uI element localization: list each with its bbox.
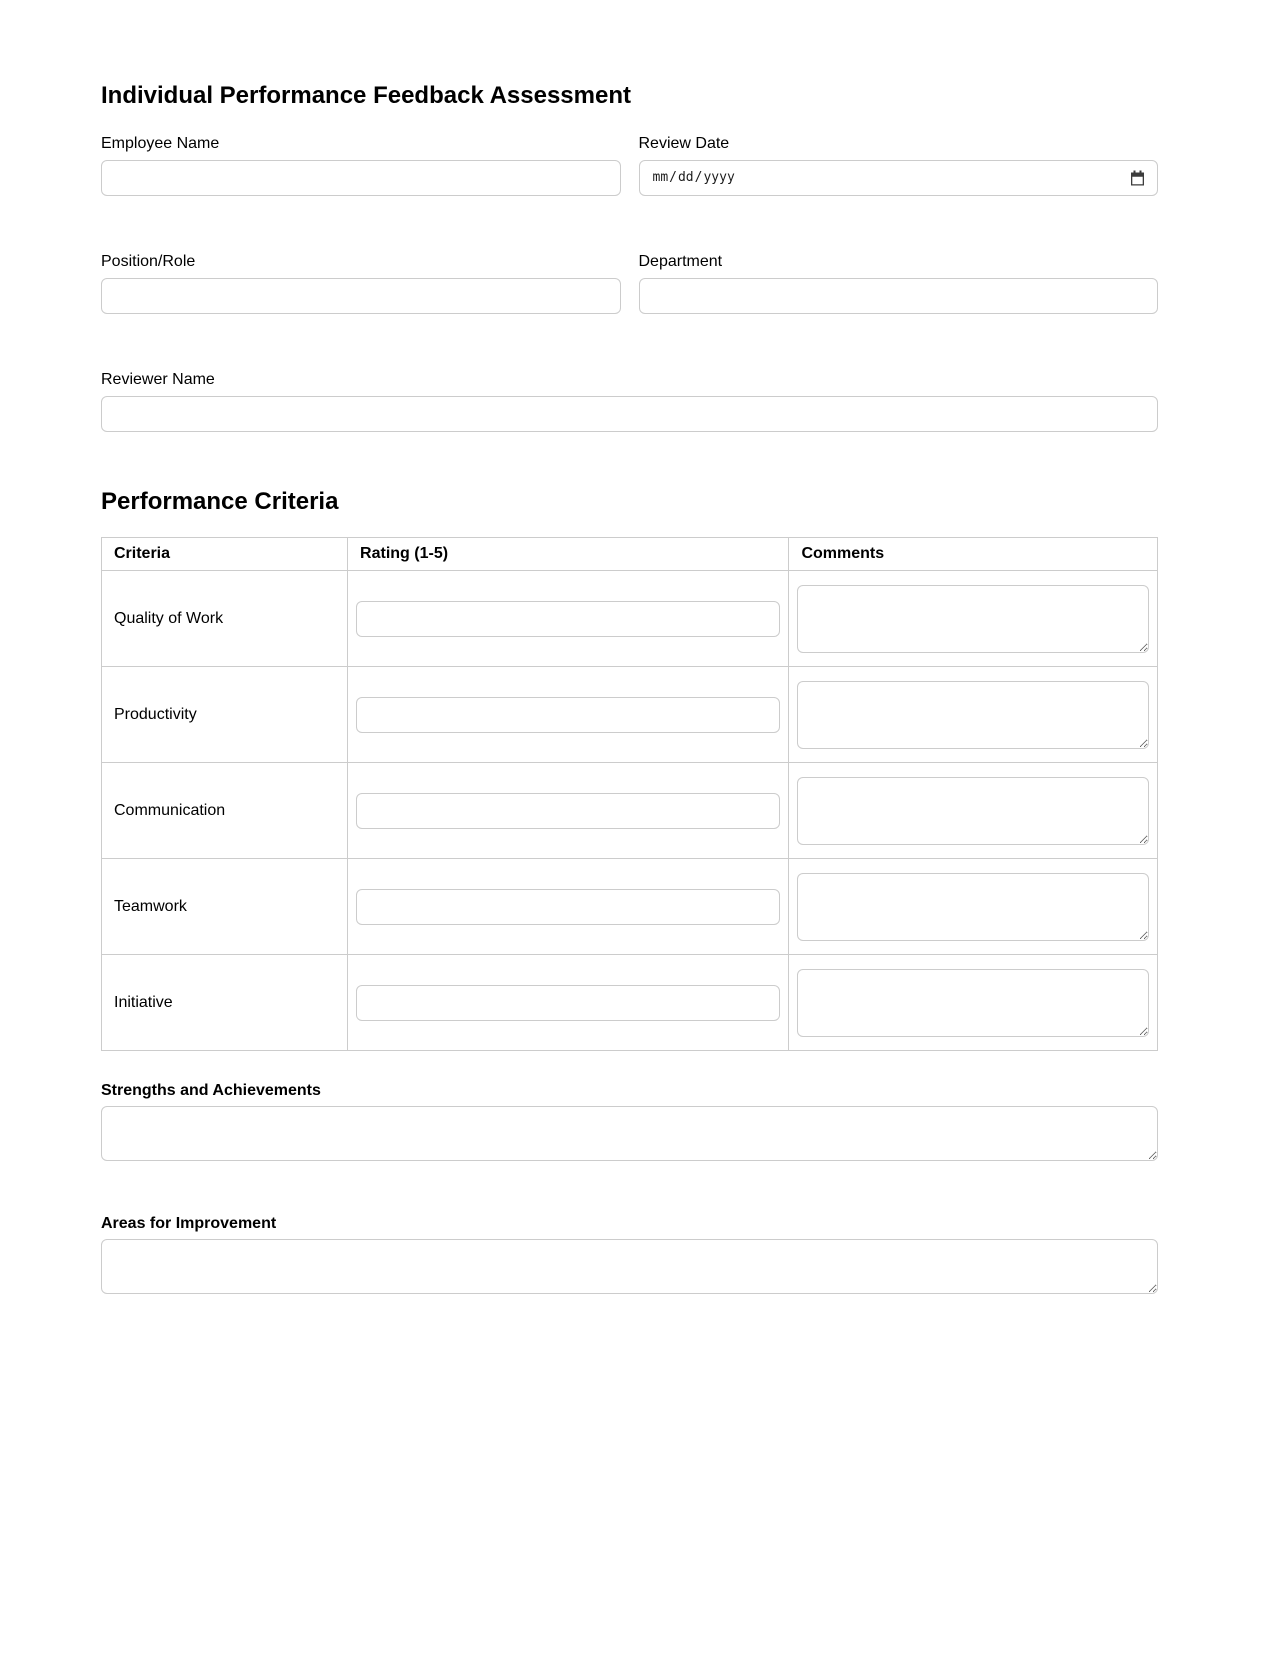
position-role-label: Position/Role [101,252,196,270]
rating-cell [348,667,789,763]
rating-column-header: Rating (1-5) [348,538,789,571]
comments-cell [789,763,1158,859]
teamwork-comments-textarea[interactable] [797,873,1149,941]
position-role-input[interactable] [101,278,621,314]
page-title: Individual Performance Feedback Assessment [101,82,631,109]
employee-name-field-group [101,134,621,196]
comments-cell [789,667,1158,763]
comments-column-header: Comments [789,538,1158,571]
reviewer-name-field-group [101,370,1158,432]
communication-rating-input[interactable] [356,793,780,829]
criterion-label: Communication [102,763,348,859]
review-date-wrapper [639,160,1159,196]
criterion-label: Teamwork [102,859,348,955]
improvement-textarea[interactable] [101,1239,1158,1294]
employee-name-label: Employee Name [101,134,220,152]
criteria-column-header: Criteria [102,538,348,571]
form-row-2 [101,252,1158,314]
criteria-row-quality-of-work [102,571,1158,667]
productivity-comments-textarea[interactable] [797,681,1149,749]
department-label: Department [638,252,723,270]
strengths-section [101,1081,1158,1161]
criteria-row-communication [102,763,1158,859]
productivity-rating-input[interactable] [356,697,780,733]
improvement-section [101,1214,1158,1294]
criteria-table-header-row [102,538,1158,571]
review-date-field-group [639,134,1159,196]
rating-cell [348,571,789,667]
criterion-label: Initiative [102,955,348,1051]
form-row-1 [101,134,1158,196]
strengths-label: Strengths and Achievements [101,1082,321,1100]
department-input[interactable] [639,278,1159,314]
performance-criteria-heading: Performance Criteria [101,487,339,515]
review-date-label: Review Date [638,134,730,152]
form-row-3 [101,370,1158,432]
review-date-input[interactable] [639,160,1159,196]
comments-cell [789,571,1158,667]
teamwork-rating-input[interactable] [356,889,780,925]
criteria-row-productivity [102,667,1158,763]
employee-name-input[interactable] [101,160,621,196]
criteria-row-initiative [102,955,1158,1051]
criterion-label: Productivity [102,667,348,763]
criteria-row-teamwork [102,859,1158,955]
communication-comments-textarea[interactable] [797,777,1149,845]
initiative-rating-input[interactable] [356,985,780,1021]
comments-cell [789,955,1158,1051]
criterion-label: Quality of Work [102,571,348,667]
strengths-textarea[interactable] [101,1106,1158,1161]
quality-of-work-rating-input[interactable] [356,601,780,637]
rating-cell [348,859,789,955]
improvement-label: Areas for Improvement [101,1215,277,1233]
initiative-comments-textarea[interactable] [797,969,1149,1037]
reviewer-name-label: Reviewer Name [101,370,215,388]
criteria-table [101,537,1158,1051]
rating-cell [348,955,789,1051]
department-field-group [639,252,1159,314]
reviewer-name-input[interactable] [101,396,1158,432]
rating-cell [348,763,789,859]
quality-of-work-comments-textarea[interactable] [797,585,1149,653]
position-role-field-group [101,252,621,314]
comments-cell [789,859,1158,955]
